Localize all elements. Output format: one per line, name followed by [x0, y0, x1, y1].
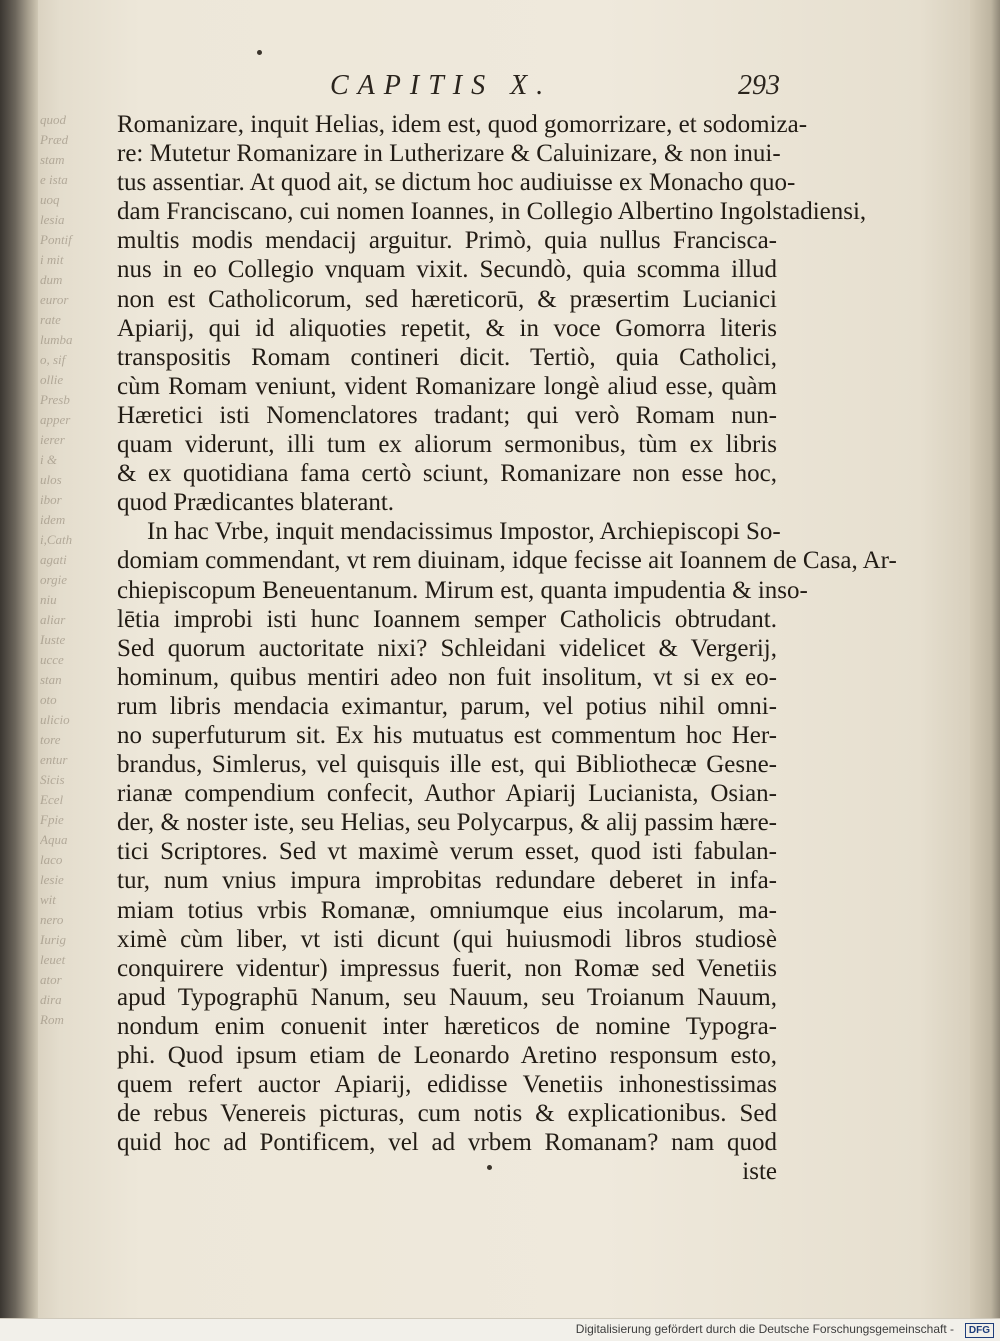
text-line: non est Catholicorum, sed hæreticorū, & præsertim Lucianici: [117, 285, 777, 313]
bleed-fragment: Sicis: [40, 772, 65, 787]
ornament-dot-top: [257, 50, 262, 55]
bleed-fragment: leuet: [40, 952, 66, 967]
bleed-fragment: dira: [40, 992, 62, 1007]
text-line: tus assentiar. At quod ait, se dictum hoc audiuisse ex Monacho quo-: [117, 169, 796, 197]
bleed-fragment: uoq: [40, 192, 60, 207]
text-line: nondum enim conuenit inter hæreticos de nomine Typogra-: [117, 1012, 777, 1040]
bleed-fragment: stam: [40, 152, 65, 167]
bleed-fragment: wit: [40, 892, 56, 907]
text-line: phi. Quod ipsum etiam de Leonardo Aretino responsum esto,: [117, 1042, 777, 1069]
ornament-dot-bottom: [487, 1165, 492, 1170]
bleed-fragment: lumba: [40, 332, 73, 347]
bleed-fragment: Præd: [40, 132, 69, 147]
bleed-fragment: dum: [40, 272, 63, 287]
body-text: [117, 110, 897, 1186]
text-line: transpositis Romam contineri dicit. Tertiò, quia Catholici,: [117, 343, 777, 371]
text-line: quem refert auctor Apiarij, edidisse Venetiis inhonestissimas: [117, 1071, 777, 1099]
text-line: tur, num vnius impura improbitas redundare deberet in infa-: [117, 867, 777, 895]
running-head: [320, 70, 780, 110]
text-line: lētia improbi isti hunc Ioannem semper Catholicis obtrudant.: [117, 605, 777, 633]
bleed-fragment: Presb: [40, 392, 70, 407]
text-line: tici Scriptores. Sed vt maximè verum esset, quod isti fabulan-: [117, 838, 777, 866]
page-right-edge: [970, 0, 1000, 1341]
text-line: Hæretici isti Nomenclatores tradant; qui verò Romam nun-: [117, 401, 777, 429]
text-line: quid hoc ad Pontificem, vel ad vrbem Romanam? nam quod: [117, 1129, 777, 1157]
bleed-fragment: ucce: [40, 652, 64, 667]
bleed-fragment: i &: [40, 452, 57, 467]
bleed-fragment: e ista: [40, 172, 68, 187]
text-line: Apiarij, qui id aliquoties repetit, & in voce Gomorra literis: [117, 314, 777, 342]
bleed-fragment: ollie: [40, 372, 64, 387]
bleed-fragment: ator: [40, 972, 62, 987]
bleed-fragment: oto: [40, 692, 57, 707]
text-line: no superfuturum sit. Ex his mutuatus est commentum hoc Her-: [117, 721, 777, 749]
digitization-footer: [0, 1318, 1000, 1341]
bleed-fragment: aliar: [40, 612, 66, 627]
bleed-fragment: Pontif: [40, 232, 72, 247]
bleed-fragment: Fpie: [40, 812, 64, 827]
text-line: In hac Vrbe, inquit mendacissimus Impostor, Archiepiscopi So-: [147, 518, 781, 546]
running-head-title: CAPITIS X.: [330, 70, 553, 101]
bleed-fragment: entur: [40, 752, 68, 767]
bleed-fragment: euror: [40, 292, 69, 307]
text-line: der, & noster iste, seu Helias, seu Polycarpus, & alij passim hære-: [117, 809, 777, 837]
bleed-fragment: Aqua: [40, 832, 68, 847]
text-line: de rebus Venereis picturas, cum notis & explicationibus. Sed: [117, 1100, 777, 1128]
text-line: apud Typographū Nanum, seu Nauum, seu Troianum Nauum,: [117, 983, 777, 1011]
bleed-fragment: niu: [40, 592, 57, 607]
bleed-fragment: ulicio: [40, 712, 70, 727]
text-line: Romanizare, inquit Helias, idem est, quod gomorrizare, et sodomiza-: [117, 111, 808, 138]
text-line: domiam commendant, vt rem diuinam, idque fecisse ait Ioannem de Casa, Ar-: [117, 547, 897, 575]
text-line: miam totius vrbis Romanæ, omniumque eius incolarum, ma-: [117, 896, 777, 924]
text-line: dam Franciscano, cui nomen Ioannes, in Collegio Albertino Ingolstadiensi,: [117, 198, 867, 226]
bleed-fragment: ulos: [40, 472, 62, 487]
bleed-fragment: o, sif: [40, 352, 66, 367]
bleed-fragment: tore: [40, 732, 61, 747]
bleed-fragment: rate: [40, 312, 61, 327]
bleed-fragment: apper: [40, 412, 71, 427]
page-number: 293: [738, 70, 780, 101]
bleed-through-margin: [40, 110, 120, 1240]
bleed-fragment: idem: [40, 512, 66, 527]
bleed-fragment: lesia: [40, 212, 65, 227]
bleed-fragment: laco: [40, 852, 63, 867]
digitization-notice: Digitalisierung gefördert durch die Deutsche Forschungsgemeinschaft -: [575, 1322, 954, 1336]
text-line: ximè cùm liber, vt isti dicunt (qui huiusmodi libros studiosè: [117, 925, 777, 953]
text-line: brandus, Simlerus, vel quisquis ille est, qui Bibliothecæ Gesne-: [117, 751, 777, 779]
text-line: chiepiscopum Beneuentanum. Mirum est, quanta impudentia & inso-: [117, 576, 808, 604]
text-line: re: Mutetur Romanizare in Lutherizare & Caluinizare, & non inui-: [117, 140, 781, 168]
text-line: quod Prædicantes blaterant.: [117, 489, 395, 517]
text-line: rum libris mendacia eximantur, parum, vel potius nihil omni-: [117, 692, 777, 720]
text-line: cùm Romam veniunt, vident Romanizare longè aliud esse, quàm: [117, 372, 777, 400]
bleed-fragment: Rom: [40, 1012, 64, 1027]
text-line: iste: [742, 1158, 777, 1186]
text-line: quam viderunt, illi tum ex aliorum sermonibus, tùm ex libris: [117, 431, 777, 459]
bleed-fragment: Iuste: [40, 632, 66, 647]
bleed-fragment: stan: [40, 672, 62, 687]
text-line: conquirere videntur) impressus fuerit, non Romæ sed Venetiis: [117, 954, 777, 982]
bleed-fragment: orgie: [40, 572, 67, 587]
bleed-fragment: ibor: [40, 492, 62, 507]
text-line: rianæ compendium confecit, Author Apiarij Lucianista, Osian-: [117, 780, 777, 808]
bleed-fragment: Iurig: [40, 932, 66, 947]
bleed-fragment: lesie: [40, 872, 64, 887]
text-line: multis modis mendacij arguitur. Primò, quia nullus Francisca-: [117, 227, 777, 255]
bleed-fragment: ierer: [40, 432, 65, 447]
bleed-fragment: agati: [40, 552, 67, 567]
text-line: hominum, quibus mentiri adeo non fuit insolitum, vt si ex eo-: [117, 663, 777, 691]
text-line: Sed quorum auctoritate nixi? Schleidani videlicet & Vergerij,: [117, 634, 777, 662]
bleed-fragment: Ecel: [40, 792, 64, 807]
bleed-fragment: i,Cath: [40, 532, 73, 547]
text-line: nus in eo Collegio vnquam vixit. Secundò, quia scomma illud: [117, 256, 777, 284]
bleed-fragment: nero: [40, 912, 64, 927]
text-line: & ex quotidiana fama certò sciunt, Romanizare non esse hoc,: [117, 460, 777, 488]
bleed-fragment: quod: [40, 112, 66, 127]
book-spine: [0, 0, 38, 1341]
bleed-fragment: i mit: [40, 252, 64, 267]
dfg-logo: DFG: [965, 1323, 994, 1338]
